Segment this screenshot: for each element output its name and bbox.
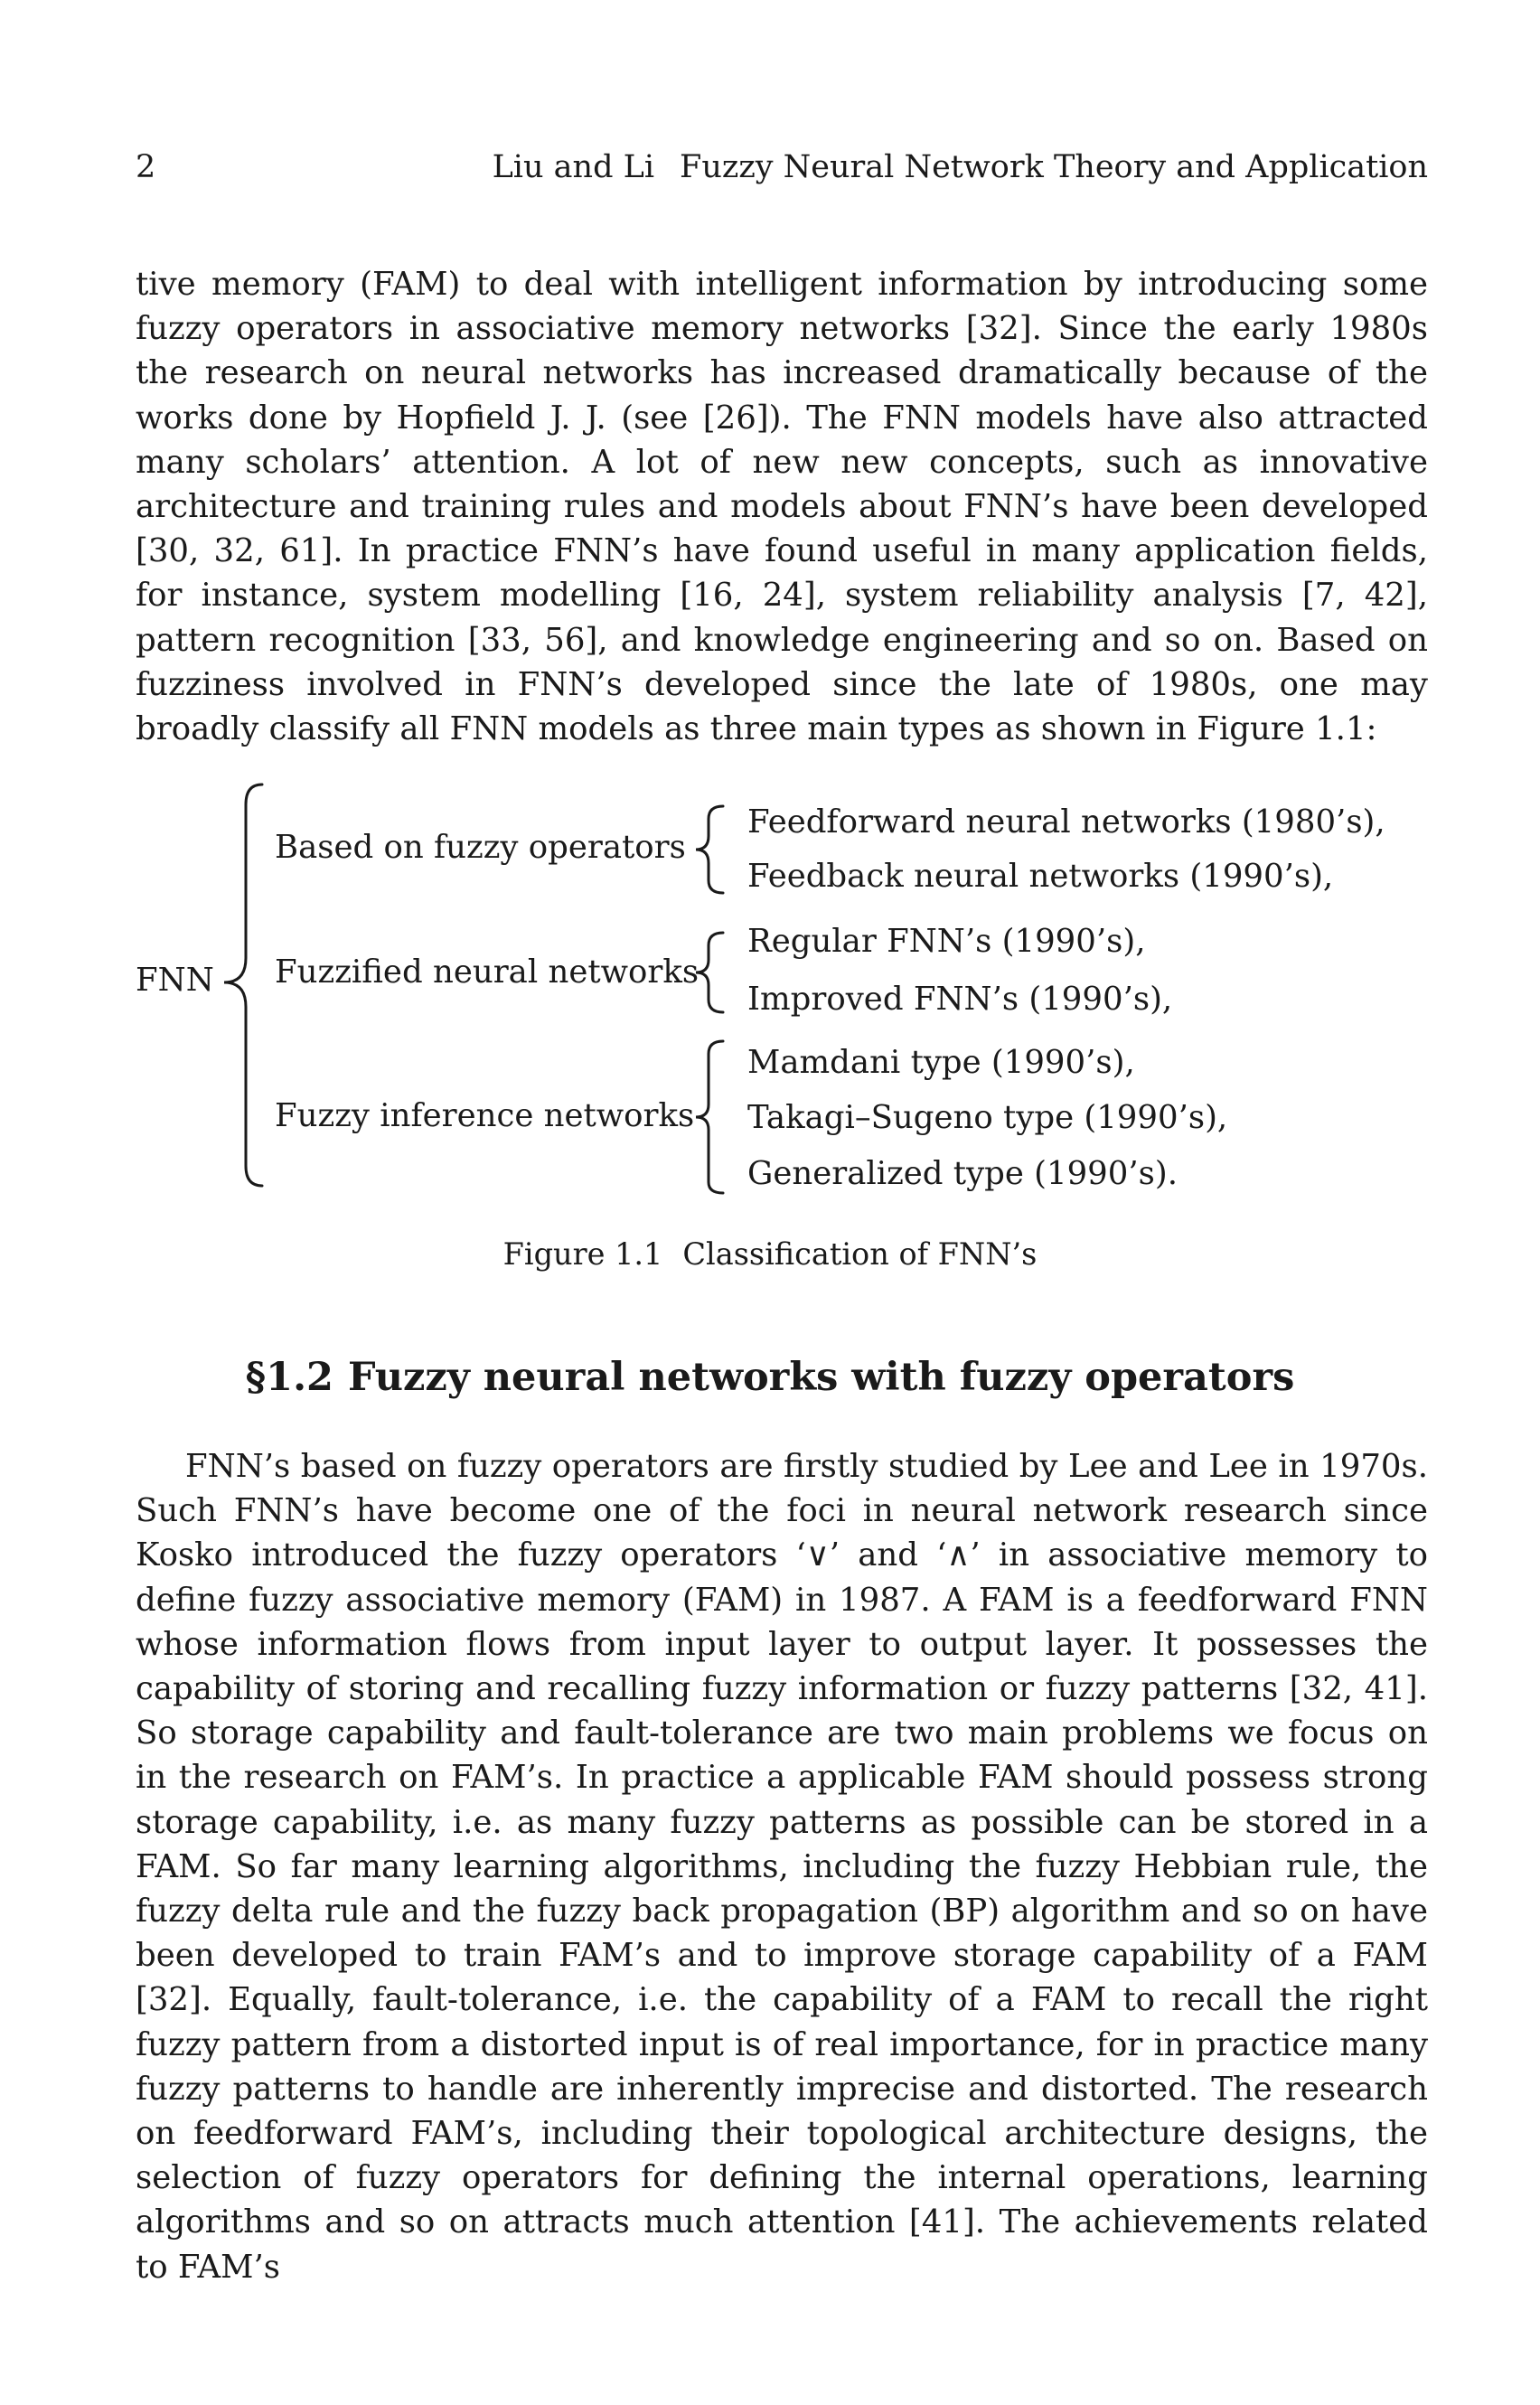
figure-leaf-item: Regular FNN’s (1990’s), — [747, 923, 1146, 960]
running-title — [493, 145, 1428, 190]
figure-leaf-item: Takagi–Sugeno type (1990’s), — [747, 1099, 1228, 1136]
group1-brace-icon — [696, 806, 723, 893]
figure-root-label: FNN — [136, 962, 214, 999]
figure-leaf-item: Generalized type (1990’s). — [747, 1155, 1178, 1192]
caption-number: Figure 1.1 — [502, 1236, 663, 1272]
section-paragraph: FNN’s based on fuzzy operators are firstly studied by Lee and Lee in 1970s. Such FNN’s have become one of the foci in neural network research since Kosko introduced the fuzzy operators ‘∨’ and ‘∧’ in associative memory to define fuzzy associative memory (FAM) in 1987. A FAM is a feedforward FNN whose information flows from input layer to output layer. It possesses the capability of storing and recalling fuzzy information or fuzzy patterns [32, 41]. So storage capability and fault-tolerance are two main problems we focus on in the research on FAM’s. In practice a applicable FAM should possess strong storage capability, i.e. as many fuzzy patterns as possible can be stored in a FAM. So far many learning algorithms, including the fuzzy Hebbian rule, the fuzzy delta rule and the fuzzy back propagation (BP) algorithm and so on have been developed to train FAM’s and to improve storage capability of a FAM [32]. Equally, fault-tolerance, i.e. the capability of a FAM to recall the right fuzzy pattern from a distorted input is of real importance, for in practice many fuzzy patterns to handle are inherently imprecise and distorted. The research on feedforward FAM’s, including their topological architecture designs, the selection of fuzzy operators for defining the internal operations, learning algorithms and so on attracts much attention [41]. The achievements related to FAM’s — [136, 1448, 1428, 2286]
group3-brace-icon — [696, 1041, 723, 1193]
figure-leaf-item: Feedback neural networks (1990’s), — [747, 858, 1334, 895]
figure-leaf-item: Feedforward neural networks (1980’s), — [747, 803, 1385, 841]
group-label-fuzzy-operators: Based on fuzzy operators — [275, 829, 686, 866]
section-number: §1.2 — [245, 1355, 333, 1400]
page-number: 2 — [136, 149, 156, 185]
section-heading — [0, 1350, 1540, 1404]
figure-leaf-item: Mamdani type (1990’s), — [747, 1044, 1135, 1081]
group2-brace-icon — [696, 933, 723, 1012]
running-header — [136, 145, 1428, 190]
intro-paragraph: tive memory (FAM) to deal with intelligent information by introducing some fuzzy operators in associative memory networks [32]. Since the early 1980s the research on neural networks has increased dramatically because of the works done by Hopfield J. J. (see [26]). The FNN models have also attracted many scholars’ attention. A lot of new new concepts, such as innovative architecture and training rules and models about FNN’s have been developed [30, 32, 61]. In practice FNN’s have found useful in many application fields, for instance, system modelling [16, 24], system reliability analysis [7, 42], pattern recognition [33, 56], and knowledge engineering and so on. Based on fuzziness involved in FNN’s developed since the late of 1980s, one may broadly classify all FNN models as three main types as shown in Figure 1.1: — [136, 266, 1428, 748]
header-book-title: Fuzzy Neural Network Theory and Application — [680, 149, 1428, 185]
section-title: Fuzzy neural networks with fuzzy operators — [347, 1355, 1295, 1400]
caption-text: Classification of FNN’s — [682, 1236, 1038, 1272]
figure-leaf-item: Improved FNN’s (1990’s), — [747, 981, 1173, 1018]
group-label-fuzzified-networks: Fuzzified neural networks — [275, 954, 700, 991]
figure-caption — [0, 1235, 1540, 1274]
header-authors: Liu and Li — [492, 149, 655, 185]
root-brace-icon — [224, 784, 262, 1186]
group-label-inference-networks: Fuzzy inference networks — [275, 1097, 695, 1134]
